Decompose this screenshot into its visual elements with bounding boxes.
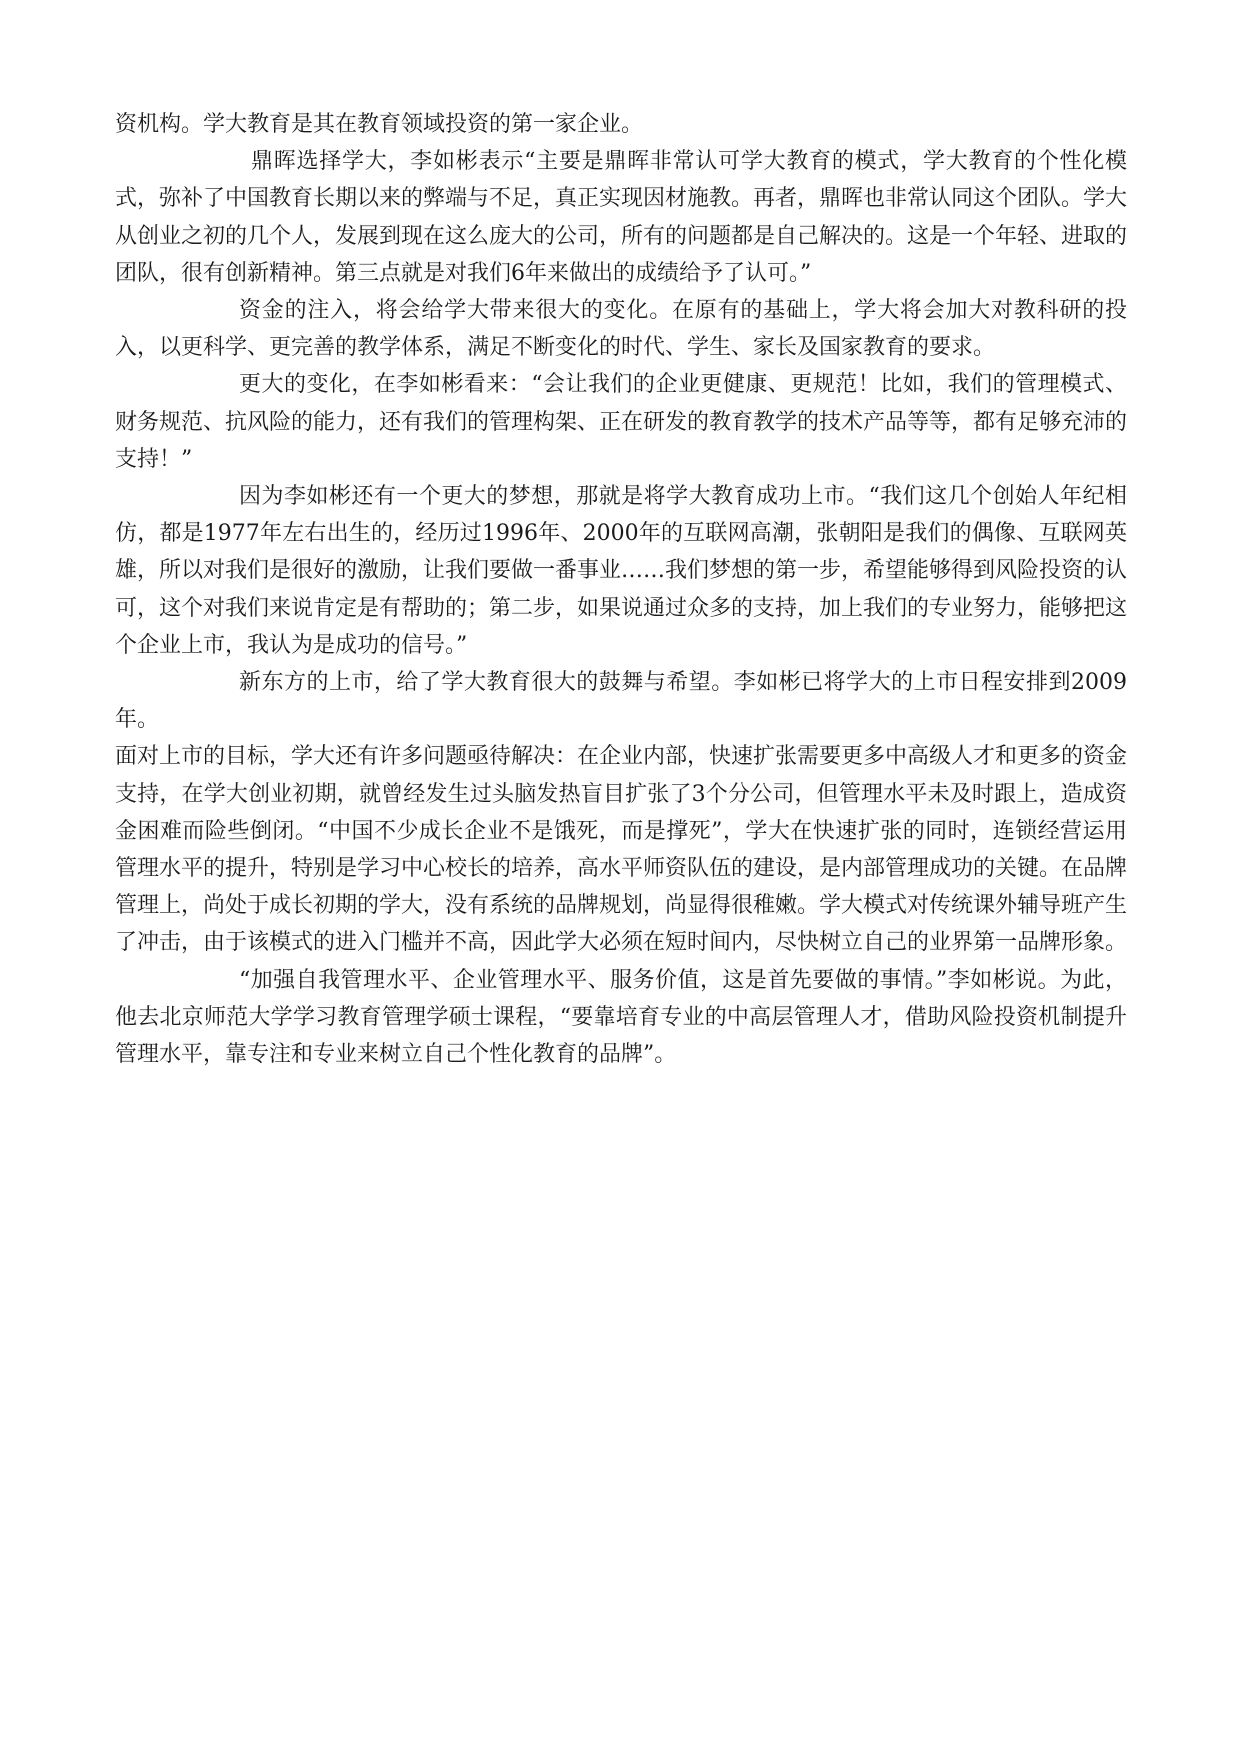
- paragraph-5: 因为李如彬还有一个更大的梦想，那就是将学大教育成功上市。“我们这几个创始人年纪相仿，都是1977年左右出生的，经历过1996年、2000年的互联网高潮，张朝阳是我们的偶像、互联网英雄，所以对我们是很好的激励，让我们要做一番事业……我们梦想的第一步，希望能够得到风险投资的认可，这个对我们来说肯定是有帮助的；第二步，如果说通过众多的支持，加上我们的专业努力，能够把这个企业上市，我认为是成功的信号。”: [115, 484, 1128, 658]
- paragraph-3: 资金的注入，将会给学大带来很大的变化。在原有的基础上，学大将会加大对教科研的投入，以更科学、更完善的教学体系，满足不断变化的时代、学生、家长及国家教育的要求。: [115, 298, 1127, 361]
- paragraph-1: 资机构。学大教育是其在教育领域投资的第一家企业。: [115, 112, 644, 137]
- document-body: [115, 106, 1127, 1073]
- paragraph-2: 鼎晖选择学大，李如彬表示“主要是鼎晖非常认可学大教育的模式，学大教育的个性化模式，弥补了中国教育长期以来的弊端与不足，真正实现因材施教。再者，鼎晖也非常认同这个团队。学大从创业之初的几个人，发展到现在这么庞大的公司，所有的问题都是自己解决的。这是一个年轻、进取的团队，很有创新精神。第三点就是对我们6年来做出的成绩给予了认可。”: [115, 149, 1128, 286]
- paragraph-7: 面对上市的目标，学大还有许多问题亟待解决：在企业内部，快速扩张需要更多中高级人才和更多的资金支持，在学大创业初期，就曾经发生过头脑发热盲目扩张了3个分公司，但管理水平未及时跟上，造成资金困难而险些倒闭。“中国不少成长企业不是饿死，而是撑死”，学大在快速扩张的同时，连锁经营运用管理水平的提升，特别是学习中心校长的培养，高水平师资队伍的建设，是内部管理成功的关键。在品牌管理上，尚处于成长初期的学大，没有系统的品牌规划，尚显得很稚嫩。学大模式对传统课外辅导班产生了冲击，由于该模式的进入门槛并不高，因此学大必须在短时间内，尽快树立自己的业界第一品牌形象。: [115, 744, 1128, 956]
- paragraph-6: 新东方的上市，给了学大教育很大的鼓舞与希望。李如彬已将学大的上市日程安排到2009年。: [115, 670, 1127, 733]
- paragraph-4: 更大的变化，在李如彬看来：“会让我们的企业更健康、更规范！比如，我们的管理模式、财务规范、抗风险的能力，还有我们的管理构架、正在研发的教育教学的技术产品等等，都有足够充沛的支持！”: [115, 372, 1128, 472]
- paragraph-8: “加强自我管理水平、企业管理水平、服务价值，这是首先要做的事情。”李如彬说。为此，他去北京师范大学学习教育管理学硕士课程，“要靠培育专业的中高层管理人才，借助风险投资机制提升管理水平，靠专注和专业来树立自己个性化教育的品牌”。: [115, 967, 1127, 1068]
